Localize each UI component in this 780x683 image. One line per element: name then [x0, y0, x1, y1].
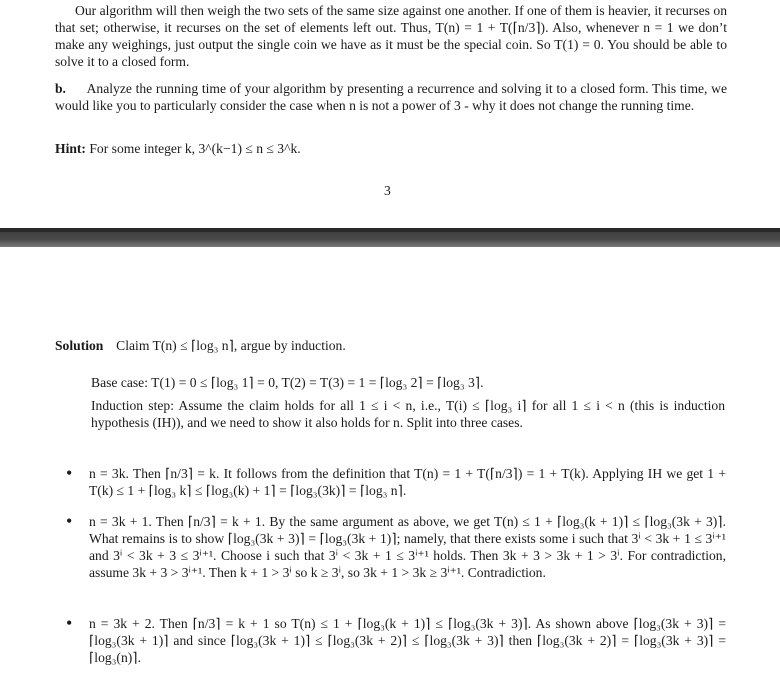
part-b-label: b.: [55, 81, 66, 96]
case-list-item-3: [66, 615, 726, 666]
solution-heading: [55, 337, 346, 354]
case-text-1: n = 3k. Then ⌈n/3⌉ = k. It follows from the definition that T(n) = 1 + T(⌈n/3⌉) = 1 + T(k). Applying IH we get 1 + T(k) ≤ 1 + ⌈log₃ k⌉ ≤ ⌈log₃(k) + 1⌉ = ⌈log₃(3k)⌉ = ⌈log₃ n⌉.: [89, 466, 726, 498]
case-text-3: n = 3k + 2. Then ⌈n/3⌉ = k + 1 so T(n) ≤ 1 + ⌈log₃(k + 1)⌉ ≤ ⌈log₃(3k + 3)⌉. As shown above ⌈log₃(3k + 3)⌉ = ⌈log₃(3k + 1)⌉ and since ⌈log₃(3k + 1)⌉ ≤ ⌈log₃(3k + 2)⌉ ≤ ⌈log₃(3k + 3)⌉ then ⌈log₃(3k + 2)⌉ = ⌈log₃(3k + 3)⌉ = ⌈log₃(n)⌉.: [89, 616, 726, 665]
bullet-icon: •: [66, 511, 73, 531]
hint-label: Hint:: [55, 141, 86, 156]
case-text-2: n = 3k + 1. Then ⌈n/3⌉ = k + 1. By the same argument as above, we get T(n) ≤ 1 + ⌈log₃(k + 1)⌉ ≤ ⌈log₃(3k + 3)⌉. What remains is to show ⌈log₃(3k + 3)⌉ = ⌈log₃(3k + 1)⌉; namely, that there exists some i such that 3ⁱ < 3k + 1 ≤ 3ⁱ⁺¹ and 3ⁱ < 3k + 3 ≤ 3ⁱ⁺¹. Choose i such that 3ⁱ < 3k + 1 ≤ 3ⁱ⁺¹ holds. Then 3k + 3 > 3k + 1 > 3ⁱ. For contradiction, assume 3k + 3 > 3ⁱ⁺¹. Then k + 1 > 3ⁱ so k ≥ 3ⁱ, so 3k + 1 > 3k ≥ 3ⁱ⁺¹. Contradiction.: [89, 514, 726, 580]
bullet-icon: •: [66, 613, 73, 633]
hint-text: For some integer k, 3^(k−1) ≤ n ≤ 3^k.: [89, 141, 301, 156]
paragraph-recurrence: Our algorithm will then weigh the two sets of the same size against one another. If one of them is heavier, it recurses on that set; otherwise, it recurses on the set of elements left out. Thus, T(n) = 1 + T(⌈n/3⌉). Also, whenever n = 1 we don’t make any weighings, just output the single coin we have as it must be the special coin. So T(1) = 0. You should be able to solve it to a closed form.: [55, 3, 727, 69]
document-page-top: [0, 0, 780, 228]
part-b-text: Analyze the running time of your algorithm by presenting a recurrence and solving it to a closed form. This time, we would like you to particularly consider the case when n is not a power of 3 - why it does not change the running time.: [55, 81, 727, 113]
case-list-item-2: [66, 513, 726, 581]
page-separator: [0, 228, 780, 247]
solution-claim: Claim T(n) ≤ ⌈log₃ n⌉, argue by induction.: [116, 338, 346, 353]
induction-step: Induction step: Assume the claim holds for all 1 ≤ i < n, i.e., T(i) ≤ ⌈log₃ i⌉ for all 1 ≤ i < n (this is induction hypothesis (IH)), and we need to show it also holds for n. Split into three cases.: [91, 398, 725, 430]
case-list-item-1: [66, 465, 726, 499]
bullet-icon: •: [66, 463, 73, 483]
hint-paragraph: [55, 140, 727, 157]
page-number: 3: [384, 183, 391, 198]
base-case: Base case: T(1) = 0 ≤ ⌈log₃ 1⌉ = 0, T(2) = T(3) = 1 = ⌈log₃ 2⌉ = ⌈log₃ 3⌉.: [91, 375, 484, 390]
part-b-paragraph: [55, 80, 727, 114]
solution-label: Solution: [55, 338, 104, 353]
